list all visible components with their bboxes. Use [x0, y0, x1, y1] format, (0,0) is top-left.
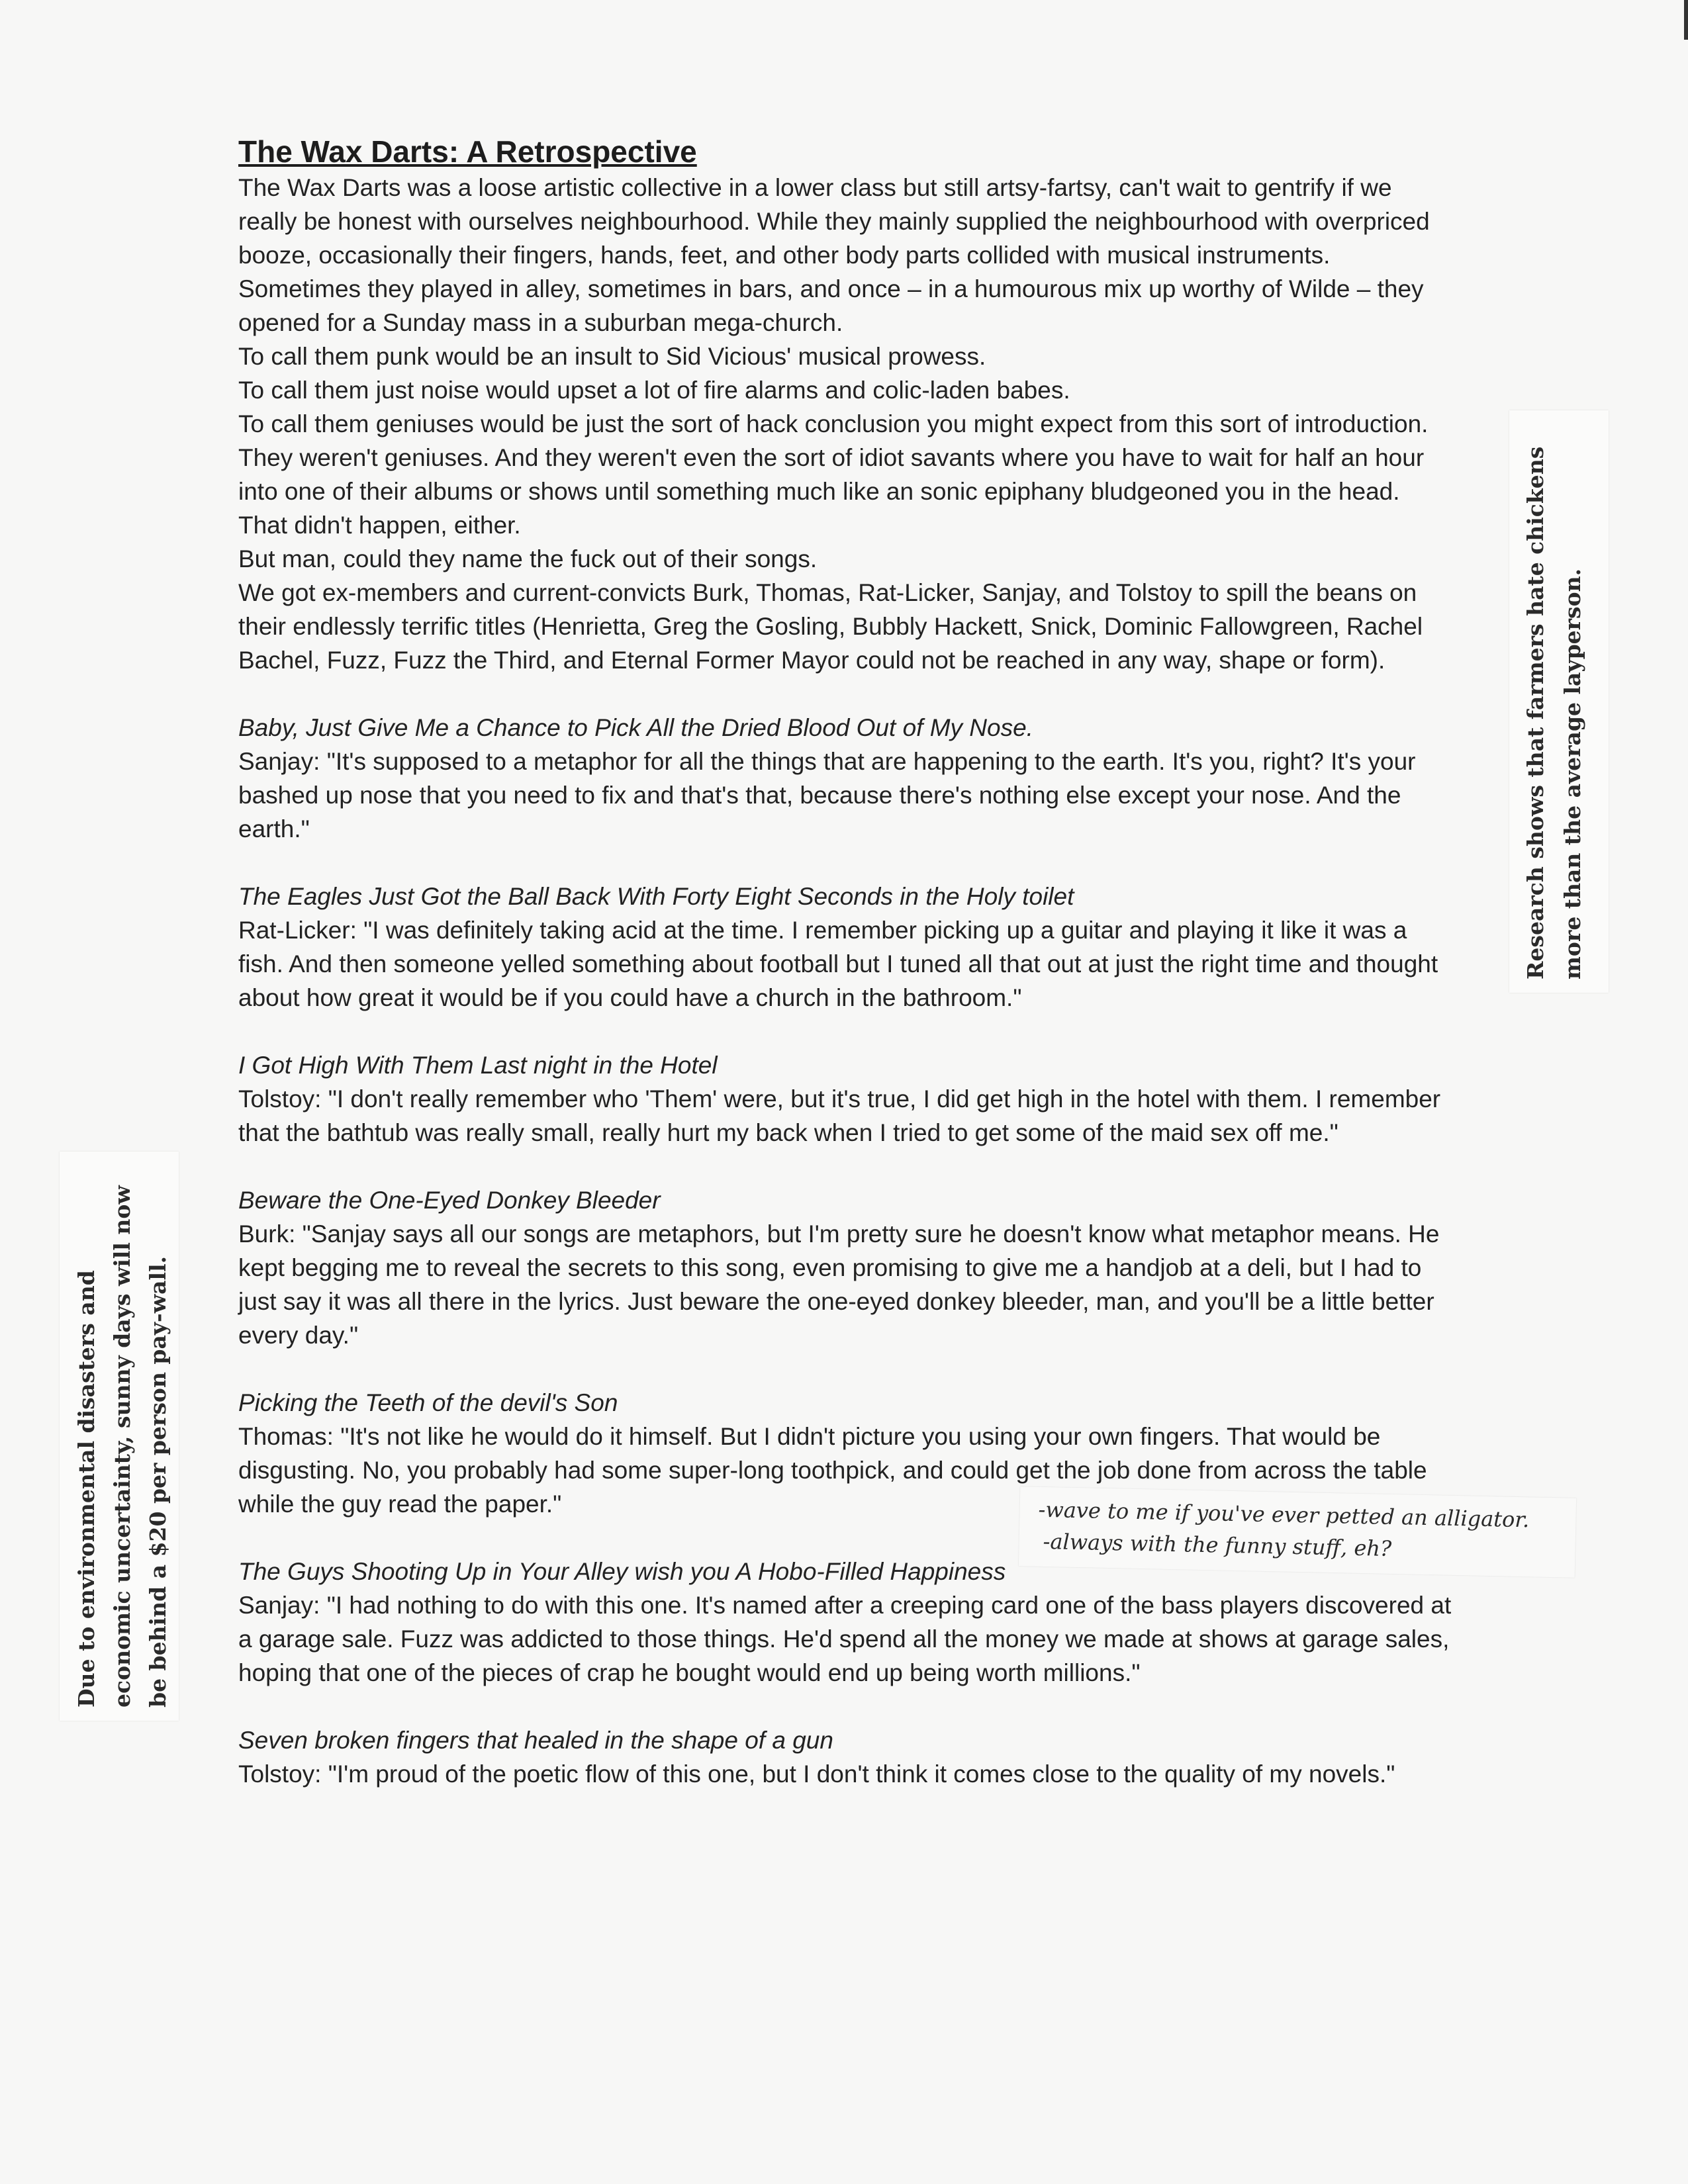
sidenote-line: -always with the funny stuff, eh?: [1043, 1528, 1392, 1561]
song-quote: [238, 1588, 1456, 1690]
speaker-name: Sanjay :: [238, 1592, 327, 1619]
song-quote: [238, 745, 1456, 846]
quote-text: "I was definitely taking acid at the time. I remember picking up a guitar and playing it like it was a fish. And then someone yelled something about football but I tuned all that out at just the right time and thought about how great it would be if you could have a church in the bathroom.": [238, 917, 1438, 1011]
song-quote: [238, 1082, 1456, 1150]
quote-text: "It's not like he would do it himself. But I didn't picture you using your own fingers. That would be disgusting. No, you probably had some super-long toothpick, and could get the job done from across the table while the guy read the paper.": [238, 1423, 1427, 1518]
article-intro: [238, 171, 1456, 677]
speaker-name: Rat-Licker :: [238, 917, 363, 944]
song-entry: [238, 880, 1456, 1015]
intro-paragraph: To call them just noise would upset a lot of fire alarms and colic-laden babes.: [238, 377, 1070, 404]
song-entry: [238, 1183, 1456, 1352]
sidenote-line: economic uncertainty, sunny days will now: [109, 1185, 135, 1707]
quote-text: "It's supposed to a metaphor for all the things that are happening to the earth. It's you, right? It's your bashed up nose that you need to fix and that's that, because there's nothing else except your nose. And the earth.": [238, 748, 1416, 842]
intro-paragraph: That didn't happen, either.: [238, 512, 521, 539]
song-title: I Got High With Them Last night in the Hotel: [238, 1052, 718, 1079]
speaker-name: Sanjay :: [238, 748, 327, 775]
song-quote: [238, 1217, 1456, 1352]
speaker-name: Thomas :: [238, 1423, 340, 1450]
song-entry: [238, 711, 1456, 846]
sidenote-line: -wave to me if you've ever petted an alligator.: [1038, 1496, 1530, 1533]
intro-paragraph: The Wax Darts was a loose artistic collective in a lower class but still artsy-fartsy, can't wait to gentrify if we really be honest with ourselves neighbourhood. While they mainly supplied the neighbourhood with overpriced booze, occasionally their fingers, hands, feet, and other body parts collided with musical instruments. Sometimes they played in alley, sometimes in bars, and once – in a humourous mix up worthy of Wilde – they opened for a Sunday mass in a suburban mega-church.: [238, 174, 1430, 336]
speaker-name: Tolstoy :: [238, 1760, 328, 1788]
sidenote-line: be behind a $20 per person pay-wall.: [145, 1255, 171, 1707]
scan-edge-mark: [1684, 0, 1688, 40]
intro-paragraph: But man, could they name the fuck out of their songs.: [238, 545, 818, 572]
song-title: Seven broken fingers that healed in the shape of a gun: [238, 1727, 833, 1754]
intro-paragraph: To call them geniuses would be just the sort of hack conclusion you might expect from this sort of introduction. They weren't geniuses. And they weren't even the sort of idiot savants where you have to wait for half an hour into one of their albums or shows until something much like an sonic epiphany bludgeoned you in the head.: [238, 410, 1429, 505]
song-title: The Guys Shooting Up in Your Alley wish you A Hobo-Filled Happiness: [238, 1558, 1006, 1585]
sidenote-right: [1509, 410, 1609, 993]
quote-text: "Sanjay says all our songs are metaphors, but I'm pretty sure he doesn't know what metaphor means. He kept begging me to reveal the secrets to this song, even promising to give me a handjob at a deli, but I had to just say it was all there in the lyrics. Just beware the one-eyed donkey bleeder, man, and you'll be a little better every day.": [238, 1220, 1440, 1349]
song-title: Picking the Teeth of the devil's Son: [238, 1389, 618, 1416]
sidenote-line: more than the average layperson.: [1560, 568, 1585, 979]
sidenote-middle: [1019, 1486, 1576, 1578]
article-title: The Wax Darts: A Retrospective: [238, 134, 697, 169]
song-title: Baby, Just Give Me a Chance to Pick All the Dried Blood Out of My Nose.: [238, 714, 1033, 741]
intro-paragraph: We got ex-members and current-convicts Burk, Thomas, Rat-Licker, Sanjay, and Tolstoy to spill the beans on their endlessly terrific titles (Henrietta, Greg the Gosling, Bubbly Hackett, Snick, Dominic Fallowgreen, Rachel Bachel, Fuzz, Fuzz the Third, and Eternal Former Mayor could not be reached in any way, shape or form).: [238, 579, 1423, 674]
intro-paragraph: To call them punk would be an insult to Sid Vicious' musical prowess.: [238, 343, 986, 370]
sidenote-left: [60, 1152, 179, 1721]
song-entry: [238, 1555, 1456, 1690]
song-entry: [238, 1723, 1456, 1791]
song-title: The Eagles Just Got the Ball Back With Forty Eight Seconds in the Holy toilet: [238, 883, 1074, 910]
song-title: Beware the One-Eyed Donkey Bleeder: [238, 1187, 661, 1214]
sidenote-line: Due to environmental disasters and: [73, 1270, 99, 1707]
song-quote: [238, 913, 1456, 1015]
song-entry: [238, 1048, 1456, 1150]
quote-text: "I'm proud of the poetic flow of this one, but I don't think it comes close to the quality of my novels.": [328, 1760, 1395, 1788]
sidenote-line: Research shows that farmers hate chickens: [1523, 446, 1548, 979]
speaker-name: Burk :: [238, 1220, 303, 1248]
song-quote: [238, 1757, 1456, 1791]
quote-text: "I don't really remember who 'Them' were, but it's true, I did get high in the hotel with them. I remember that the bathtub was really small, really hurt my back when I tried to get some of the maid sex off me.": [238, 1085, 1441, 1146]
quote-text: "I had nothing to do with this one. It's named after a creeping card one of the bass players discovered at a garage sale. Fuzz was addicted to those things. He'd spend all the money we made at shows at garage sales, hoping that one of the pieces of crap he bought would end up being worth millions.": [238, 1592, 1452, 1686]
speaker-name: Tolstoy :: [238, 1085, 328, 1113]
